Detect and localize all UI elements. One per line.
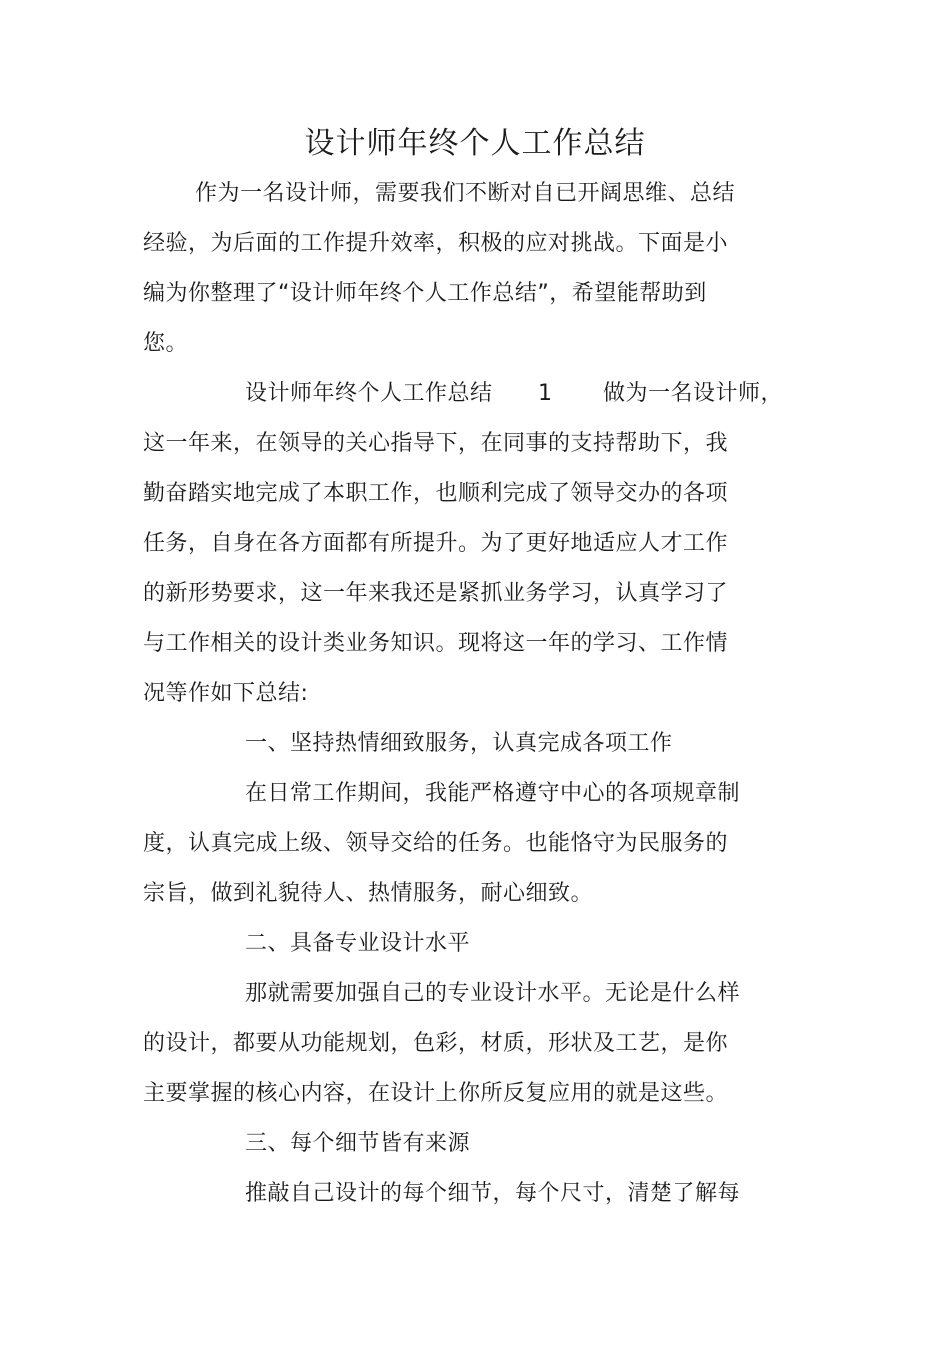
body-line: 任务，自身在各方面都有所提升。为了更好地适应人才工作 <box>143 531 729 556</box>
body-line: 的新形势要求，这一年来我还是紧抓业务学习，认真学习了 <box>143 581 729 606</box>
subheading-label: 设计师年终个人工作总结 <box>245 381 493 406</box>
section-line: 在日常工作期间，我能严格遵守中心的各项规章制 <box>245 781 741 806</box>
section-line: 度，认真完成上级、领导交给的任务。也能恪守为民服务的 <box>143 831 729 856</box>
body-line: 勤奋踏实地完成了本职工作，也顺利完成了领导交办的各项 <box>143 481 729 506</box>
intro-line: 编为你整理了“设计师年终个人工作总结”，希望能帮助到 <box>143 281 707 306</box>
intro-line: 作为一名设计师，需要我们不断对自已开阔思维、总结 <box>195 181 736 206</box>
section-line: 宗旨，做到礼貌待人、热情服务，耐心细致。 <box>143 881 594 906</box>
section-line: 的设计，都要从功能规划，色彩，材质，形状及工艺，是你 <box>143 1031 729 1056</box>
body-line: 这一年来，在领导的关心指导下，在同事的支持帮助下，我 <box>143 431 729 456</box>
document-title: 设计师年终个人工作总结 <box>304 126 646 161</box>
section-line: 主要掌握的核心内容，在设计上你所反复应用的就是这些。 <box>143 1081 729 1106</box>
section-heading: 一、坚持热情细致服务，认真完成各项工作 <box>245 731 673 756</box>
subheading-continuation: 做为一名设计师， <box>603 381 784 406</box>
subheading-number: 1 <box>538 381 553 406</box>
intro-line: 您。 <box>143 331 189 356</box>
section-heading: 三、每个细节皆有来源 <box>245 1131 471 1156</box>
section-line: 那就需要加强自己的专业设计水平。无论是什么样 <box>245 981 741 1006</box>
subheading-line <box>0 378 950 410</box>
body-line: 与工作相关的设计类业务知识。现将这一年的学习、工作情 <box>143 631 729 656</box>
section-heading: 二、具备专业设计水平 <box>245 931 471 956</box>
body-line: 况等作如下总结: <box>143 681 309 706</box>
section-line: 推敲自己设计的每个细节，每个尺寸，清楚了解每 <box>245 1181 741 1206</box>
intro-line: 经验，为后面的工作提升效率，积极的应对挑战。下面是小 <box>143 231 729 256</box>
